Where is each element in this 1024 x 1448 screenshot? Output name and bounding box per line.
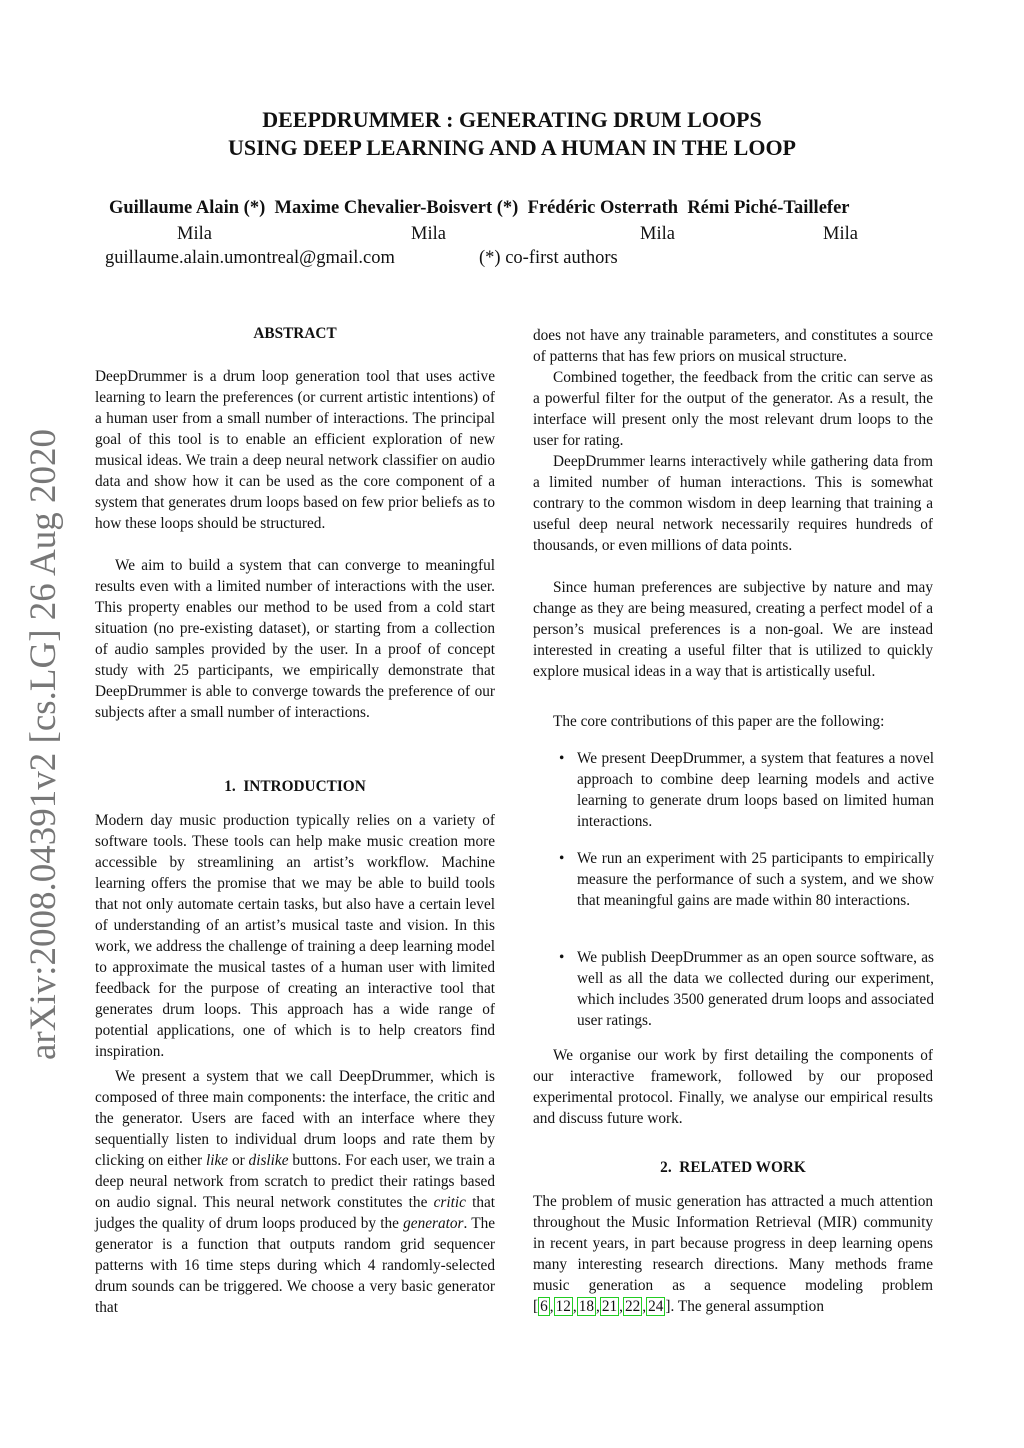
contribution-bullet: • We present DeepDrummer, a system that features a novel approach to combine deep learning models and active learning to generate drum loops based on limited human interactions. xyxy=(577,748,934,832)
affiliation: Mila xyxy=(177,224,212,244)
paper-title xyxy=(0,106,1024,162)
contribution-bullet: • We publish DeepDrummer as an open source software, as well as all the data we collected during our experiment, which includes 3500 generated drum loops and associated user ratings. xyxy=(577,947,934,1031)
intro-paragraph: Since human preferences are subjective by nature and may change as they are being measured, creating a perfect model of a person’s musical preferences is a non-goal. We are instead interested in creating a useful filter that is utilized to quickly explore musical ideas in a way that is artistically useful. xyxy=(533,579,933,680)
section-heading-related-work: 2. RELATED WORK xyxy=(660,1159,806,1176)
affiliation: Mila xyxy=(823,224,858,244)
intro-paragraph: does not have any trainable parameters, and constitutes a source of patterns that has few priors on musical structure. xyxy=(533,327,933,365)
related-paragraph: The problem of music generation has attracted a much attention throughout the Music Information Retrieval (MIR) community in recent years, in part because progress in deep learning opens many interesting research directions. Many methods frame music generation as a sequence modeling problem [ 6 , 12 , 18 , 21 , 22 , 24 ]. The general assumption xyxy=(533,1193,933,1315)
abstract-paragraph: DeepDrummer is a drum loop generation tool that uses active learning to learn the preferences (or current artistic intentions) of a human user from a small number of interactions. The principal goal of this tool is to enable an efficient exploration of new musical ideas. We train a deep neural network classifier on audio data and show how it can be used as the core component of a system that generates drum loops based on few prior beliefs as to how these loops should be structured. xyxy=(95,368,495,532)
intro-paragraph: We present a system that we call DeepDrummer, which is composed of three main components: the interface, the critic and the generator. Users are faced with an interface where they sequentially listen to individual drum loops and rate them by clicking on either like or dislike buttons. For each user, we train a deep neural network from scratch to predict their ratings based on audio signal. This neural network constitutes the critic that judges the quality of drum loops produced by the generator. The generator is a function that outputs random grid sequencer patterns with 16 time steps during which 4 randomly-selected drum sounds can be triggered. We choose a very basic generator that xyxy=(95,1068,496,1316)
abstract-heading: ABSTRACT xyxy=(253,325,337,342)
title-line-1: DEEPDRUMMER : GENERATING DRUM LOOPS xyxy=(262,107,762,132)
intro-paragraph: DeepDrummer learns interactively while gathering data from a limited number of human interactions. This is somewhat contrary to the common wisdom in deep learning that training a useful deep neural network necessarily requires hundreds of thousands, or even millions of data points. xyxy=(533,453,933,554)
affiliation: Mila xyxy=(640,224,675,244)
abstract-paragraph: We aim to build a system that can converge to meaningful results even with a limited number of interactions with the user. This property enables our method to be used from a cold start situation (no pre-existing dataset), or starting from a collection of audio samples provided by the user. In a proof of concept study with 25 participants, we empirically demonstrate that DeepDrummer is able to converge towards the preference of our subjects after a small number of interactions. xyxy=(95,557,495,721)
section-heading-introduction: 1. INTRODUCTION xyxy=(224,778,366,795)
arxiv-stamp: arXiv:2008.04391v2 [cs.LG] 26 Aug 2020 xyxy=(23,429,64,1060)
title-line-2: USING DEEP LEARNING AND A HUMAN IN THE LOOP xyxy=(227,135,796,160)
citation-link[interactable]: 6 xyxy=(540,1298,548,1315)
citation-link[interactable]: 22 xyxy=(624,1298,641,1315)
citation-link[interactable]: 21 xyxy=(601,1298,618,1315)
intro-paragraph: Modern day music production typically relies on a variety of software tools. These tools can help make music creation more accessible by streamlining an artist’s workflow. Machine learning offers the promise that we may be able to build tools that not only automate certain tasks, but also have a certain level of understanding of an artist’s musical taste and vision. In this work, we address the challenge of training a deep learning model to approximate the musical tastes of a human user with limited feedback for the purpose of creating an interactive tool that generates drum loops. This approach has a wide range of potential applications, one of which is to help creators find inspiration. xyxy=(95,812,495,1060)
intro-paragraph: Combined together, the feedback from the critic can serve as a powerful filter for the output of the generator. As a result, the interface will present only the most relevant drum loops to the user for rating. xyxy=(533,369,933,449)
affiliation: Mila xyxy=(411,224,446,244)
author-names: Guillaume Alain (*) Maxime Chevalier-Boisvert (*) Frédéric Osterrath Rémi Piché-Taillefer xyxy=(109,198,850,218)
intro-paragraph: We organise our work by first detailing the components of our interactive framework, followed by our proposed experimental protocol. Finally, we analyse our empirical results and discuss future work. xyxy=(533,1047,933,1127)
contribution-bullet: • We run an experiment with 25 participants to empirically measure the performance of such a system, and we show that meaningful gains are made within 80 interactions. xyxy=(577,848,934,911)
citation-link[interactable]: 18 xyxy=(578,1298,595,1315)
author-email: guillaume.alain.umontreal@gmail.com xyxy=(105,248,395,268)
intro-paragraph: The core contributions of this paper are the following: xyxy=(553,713,885,730)
co-first-note: (*) co-first authors xyxy=(479,248,618,268)
citation-link[interactable]: 24 xyxy=(648,1298,664,1315)
citation-link[interactable]: 12 xyxy=(555,1298,571,1315)
